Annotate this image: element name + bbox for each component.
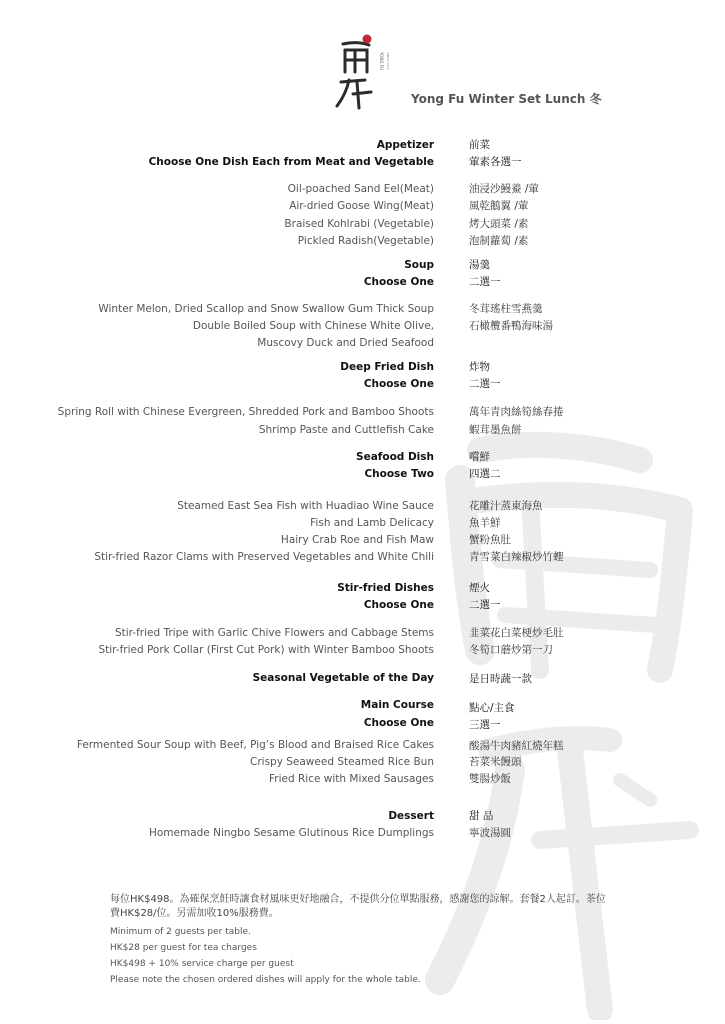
dish-zh: 花雕汁蒸東海魚 — [469, 500, 543, 512]
section-heading-en: Seafood Dish — [356, 451, 434, 463]
section-heading-zh: 煙火 — [469, 582, 490, 594]
section-heading-zh: 前菜 — [469, 139, 490, 151]
dish-zh: 苔菜米饅頭 — [469, 756, 522, 768]
section-rule-en: Choose One — [363, 599, 434, 611]
dish-en: Stir-fried Razor Clams with Preserved Vegetables and White Chili — [94, 551, 434, 563]
dish-zh: 青雪菜白辣椒炒竹蟶 — [469, 551, 564, 563]
section-heading-en: Stir-fried Dishes — [337, 582, 434, 594]
dish-zh: 石橄欖番鴨海味湯 — [469, 320, 553, 332]
section-rule-zh: 二選一 — [469, 599, 501, 611]
dish-zh: 酸湯牛肉豬紅燒年糕 — [469, 740, 564, 752]
section-rule-zh: 四選二 — [469, 468, 501, 480]
section-rule-en: Choose One — [363, 378, 434, 390]
section-rule-en: Choose One Dish Each from Meat and Vegetable — [148, 156, 434, 168]
dish-en: Hairy Crab Roe and Fish Maw — [280, 534, 434, 546]
dish-en: Air-dried Goose Wing(Meat) — [289, 200, 434, 212]
dish-en: Winter Melon, Dried Scallop and Snow Swallow Gum Thick Soup — [98, 303, 434, 315]
section-heading-zh: 湯羹 — [469, 259, 490, 271]
dish-en: Oil-poached Sand Eel(Meat) — [287, 183, 434, 195]
section-heading-en: Main Course — [360, 699, 434, 711]
dish-zh: 蟹粉魚肚 — [469, 534, 511, 546]
section-rule-zh: 葷素各選一 — [469, 156, 522, 168]
section-heading-en: Seasonal Vegetable of the Day — [252, 672, 434, 684]
section-heading-en: Appetizer — [376, 139, 434, 151]
section-rule-en: Choose Two — [364, 468, 434, 480]
dish-en: Crispy Seaweed Steamed Rice Bun — [250, 756, 434, 768]
logo-seal-icon — [363, 35, 372, 44]
footer-note-en: HK$498 + 10% service charge per guest — [110, 959, 294, 969]
section-rule-en: Choose One — [363, 276, 434, 288]
dish-en: Fermented Sour Soup with Beef, Pig’s Blood and Braised Rice Cakes — [76, 739, 434, 751]
dish-zh: 蝦茸墨魚餅 — [469, 424, 522, 436]
brand-logo — [335, 30, 395, 110]
dish-en: Stir-fried Pork Collar (First Cut Pork) with Winter Bamboo Shoots — [98, 644, 434, 656]
section-heading-en: Deep Fried Dish — [340, 361, 434, 373]
dish-en: Braised Kohlrabi (Vegetable) — [284, 218, 434, 230]
section-rule-zh: 二選一 — [469, 378, 501, 390]
dish-zh: 萬年青肉絲筍絲春捲 — [469, 406, 564, 418]
logo-subtext: YONG FU — [379, 52, 384, 70]
dish-en: Stir-fried Tripe with Garlic Chive Flowers and Cabbage Stems — [114, 627, 434, 639]
dish-zh: 冬筍口蘑炒第一刀 — [469, 644, 553, 656]
section-heading-zh: 是日時蔬一款 — [469, 673, 532, 685]
dish-zh: 雙腸炒飯 — [469, 773, 511, 785]
section-heading-zh: 嚐鮮 — [469, 451, 490, 463]
footer-note-en: Please note the chosen ordered dishes will apply for the whole table. — [110, 975, 421, 985]
dish-en: Spring Roll with Chinese Evergreen, Shredded Pork and Bamboo Shoots — [57, 406, 434, 418]
dish-en: Shrimp Paste and Cuttlefish Cake — [258, 424, 434, 436]
section-heading-zh: 炸物 — [469, 361, 490, 373]
section-heading-en: Soup — [404, 259, 434, 271]
logo-subtext-2: SINCE 2012 — [386, 52, 390, 70]
dish-zh: 韭菜花白菜梗炒毛肚 — [469, 627, 564, 639]
dish-en: Steamed East Sea Fish with Huadiao Wine Sauce — [177, 500, 434, 512]
dish-zh: 泡制蘿蔔 /素 — [469, 235, 529, 247]
section-rule-en: Choose One — [363, 717, 434, 729]
footer-note-en: HK$28 per guest for tea charges — [110, 943, 257, 953]
dish-zh: 油浸沙鰻鯗 /葷 — [469, 183, 539, 195]
footer-note-en: Minimum of 2 guests per table. — [110, 927, 251, 937]
section-rule-zh: 二選一 — [469, 276, 501, 288]
dish-zh: 風乾鵝翼 /葷 — [469, 200, 529, 212]
dish-zh: 烤大頭菜 /素 — [469, 218, 529, 230]
dish-en: Pickled Radish(Vegetable) — [297, 235, 434, 247]
dish-en: Fried Rice with Mixed Sausages — [269, 773, 434, 785]
section-heading-zh: 點心/主食 — [469, 702, 515, 714]
dish-en: Homemade Ningbo Sesame Glutinous Rice Dumplings — [148, 827, 434, 839]
section-heading-en: Dessert — [388, 810, 434, 822]
section-heading-zh: 甜 品 — [469, 810, 494, 822]
dish-en: Double Boiled Soup with Chinese White Olive, — [192, 320, 434, 332]
logo-calligraphy-icon — [335, 30, 395, 110]
dish-zh: 寧波湯圓 — [469, 827, 511, 839]
dish-en: Fish and Lamb Delicacy — [310, 517, 434, 529]
menu-title: Yong Fu Winter Set Lunch 冬 — [411, 92, 602, 106]
footer-notes — [110, 893, 610, 988]
dish-en: Muscovy Duck and Dried Seafood — [257, 337, 434, 349]
footer-note-zh: 每位HK$498。為確保烹飪時讓食材風味更好地融合，不提供分位單點服務，感謝您的諒解。套餐2人起訂。茶位費HK$28/位。另需加收10%服務費。 — [110, 894, 606, 919]
dish-zh: 冬茸瑤柱雪燕羹 — [469, 303, 543, 315]
section-rule-zh: 三選一 — [469, 719, 501, 731]
dish-zh: 魚羊鮮 — [469, 517, 501, 529]
